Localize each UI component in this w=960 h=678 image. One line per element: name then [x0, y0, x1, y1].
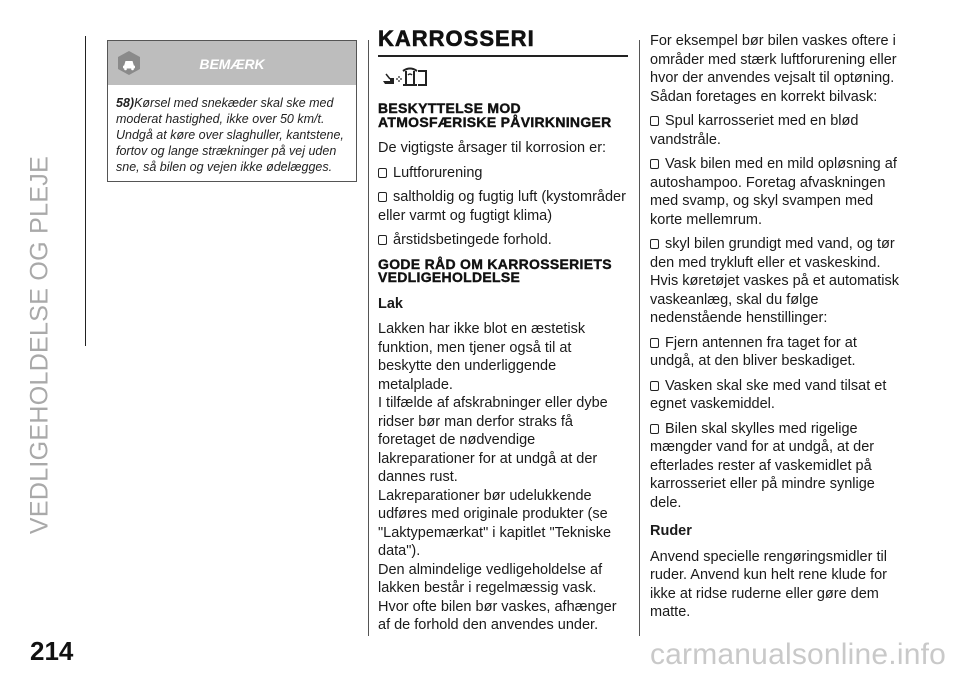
lak-paragraph: I tilfælde af afskrabninger eller dybe ridser bør man derfor straks få foretaget de nødvendige lakreparationer for at undgå at der dannes rust. — [378, 395, 608, 485]
section-title: KARROSSERI — [378, 26, 535, 51]
paragraph: Sådan foretages en korrekt bilvask: — [650, 88, 878, 105]
checkbox-bullet-icon — [650, 116, 659, 126]
list-item: Spul karrosseriet med en blød vandstråle. — [650, 113, 859, 148]
list-item: årstidsbetingede forhold. — [378, 231, 628, 250]
paragraph: For eksempel bør bilen vaskes oftere i områder med stærk luftforurening eller hvor der anvendes vejsalt til optøning. — [650, 33, 897, 86]
subheading-lak: Lak — [378, 295, 403, 312]
lak-paragraph: Den almindelige vedligeholdelse af lakken består i regelmæssig vask. Hvor ofte bilen bør vaskes, afhænger af de forhold den anvendes under. — [378, 561, 617, 633]
note-number: 58) — [116, 96, 135, 110]
note-text — [116, 95, 348, 175]
page-number: 214 — [30, 636, 74, 666]
list-item: Luftforurening — [378, 164, 628, 183]
car-wash-spray-icon — [380, 67, 628, 95]
list-item: Vask bilen med en mild opløsning af autoshampoo. Foretag afvaskningen med svamp, og skyl svampen med korte mellemrum. — [650, 156, 897, 228]
intro-text: De vigtigste årsager til korrosion er: — [378, 140, 607, 156]
checkbox-bullet-icon — [650, 338, 659, 348]
checkbox-bullet-icon — [378, 235, 387, 245]
checkbox-bullet-icon — [378, 192, 387, 202]
checkbox-bullet-icon — [650, 239, 659, 249]
note-box — [107, 40, 357, 182]
note-body: Kørsel med snekæder skal ske med moderat hastighed, ikke over 50 km/t. Undgå at køre over slaghuller, kantstene, fortov og lange strækninger på vej uden sne, så bilen og vejen ikke ødelægges. — [116, 96, 344, 174]
column-divider — [639, 40, 640, 636]
checkbox-bullet-icon — [378, 168, 387, 178]
heading-maintenance: GODE RÅD OM KARROSSERIETS VEDLIGEHOLDELSE — [378, 255, 612, 285]
section-rule — [378, 55, 628, 57]
checkbox-bullet-icon — [650, 381, 659, 391]
checkbox-bullet-icon — [650, 424, 659, 434]
list-item: Bilen skal skylles med rigelige mængder vand for at undgå, at der efterlades rester af vaskemidlet på karrosseriet eller på mindre synlige dele. — [650, 420, 875, 511]
column-middle — [378, 26, 628, 635]
watermark: carmanualsonline.info — [649, 638, 946, 671]
list-item: skyl bilen grundigt med vand, og tør den med trykluft eller et vaskeskind. — [650, 236, 895, 271]
heading-atmospheric: BESKYTTELSE MOD ATMOSFÆRISKE PÅVIRKNINGER — [378, 100, 612, 130]
note-title: BEMÆRK — [199, 56, 265, 72]
list-item: Fjern antennen fra taget for at undgå, at den bliver beskadiget. — [650, 334, 857, 369]
list-item: Vasken skal ske med vand tilsat et egnet vaskemiddel. — [650, 377, 887, 412]
lak-paragraph: Lakken har ikke blot en æstetisk funktion, men tjener også til at beskytte den underliggende metalplade. — [378, 321, 586, 393]
column-right — [650, 32, 905, 622]
note-header — [108, 41, 356, 85]
list-item: saltholdig og fugtig luft (kystområder eller varmt og fugtigt klima) — [378, 189, 626, 224]
column-divider — [368, 40, 369, 636]
ruder-paragraph: Anvend specielle rengøringsmidler til ruder. Anvend kun helt rene klude for ikke at ridse ruderne eller gøre dem matte. — [650, 548, 887, 620]
side-rule — [85, 36, 86, 346]
lak-paragraph: Lakreparationer bør udelukkende udføres med originale produkter (se "Laktypemærkat" i kapitlet "Tekniske data"). — [378, 487, 612, 559]
paragraph: Hvis køretøjet vaskes på et automatisk vaskeanlæg, skal du følge nedenstående henstillinger: — [650, 273, 899, 326]
checkbox-bullet-icon — [650, 159, 659, 169]
subheading-ruder: Ruder — [650, 523, 692, 539]
